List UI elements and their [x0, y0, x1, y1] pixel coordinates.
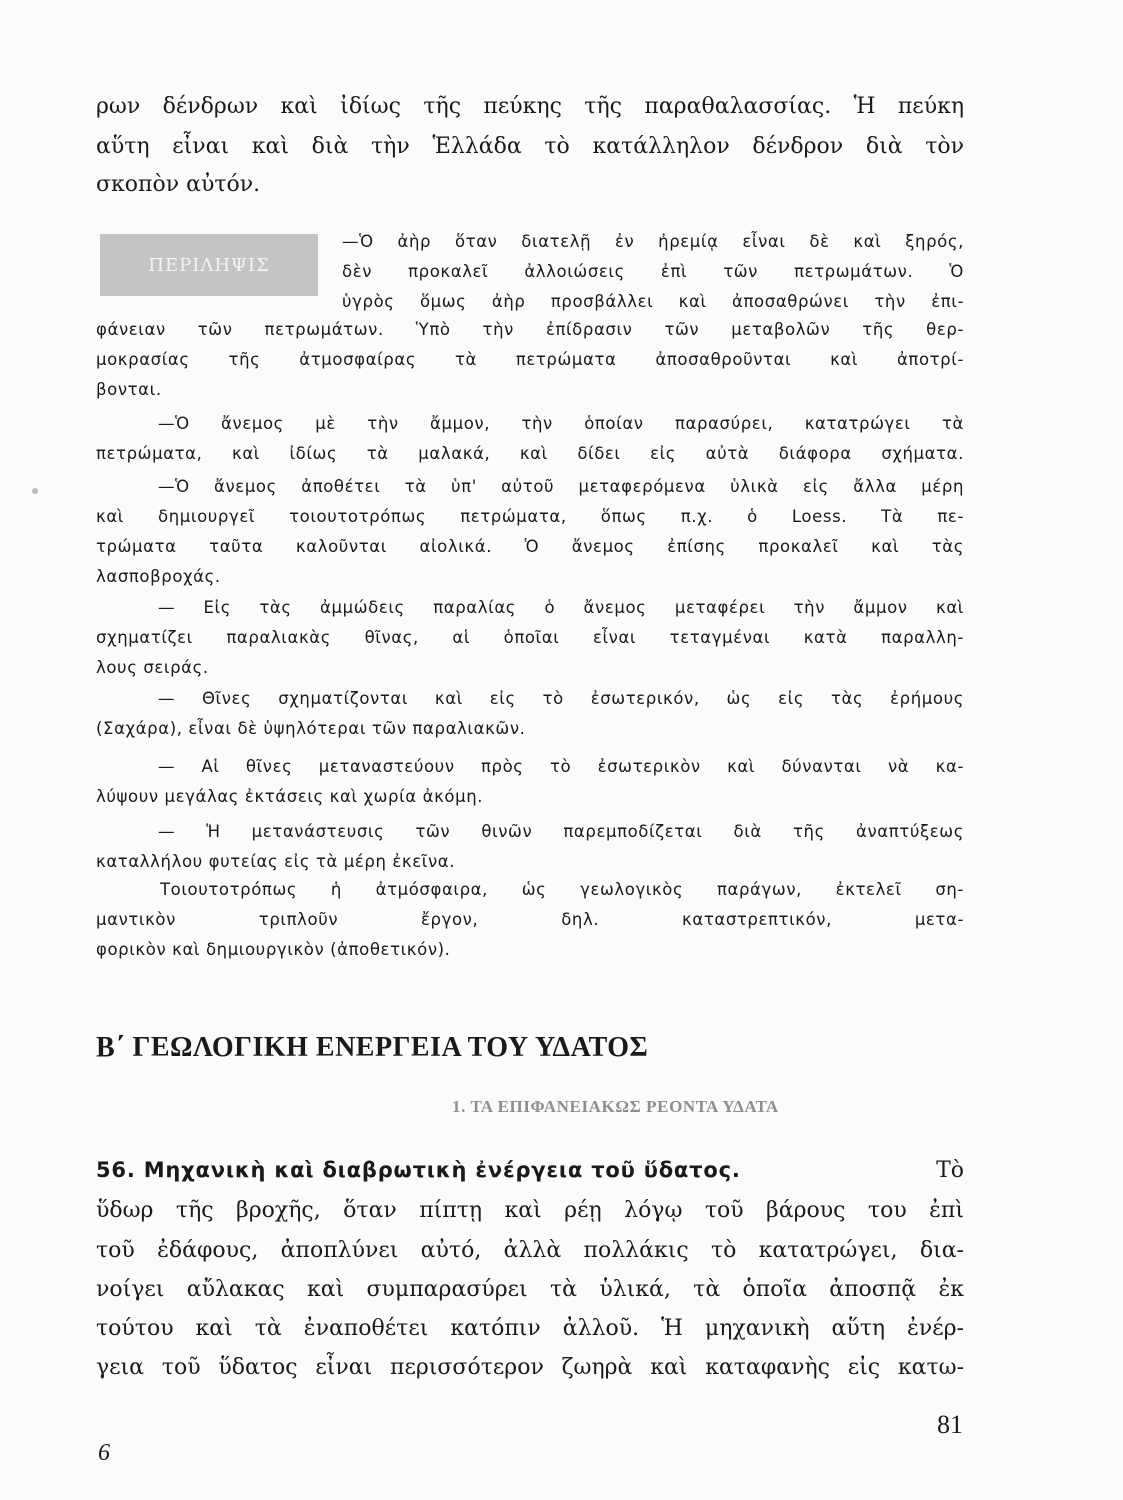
summary-body-line: Τοιουτοτρόπως ἡ ἀτμόσφαιρα, ὡς γεωλογικὸς παράγων, ἐκτελεῖ ση- [160, 880, 964, 899]
summary-body-line: φορικὸν καὶ δημιουργικὸν (ἀποθετικόν). [96, 940, 451, 959]
summary-body-line: βονται. [96, 380, 162, 399]
scan-speck [32, 488, 38, 494]
summary-line-1: —Ὁ ἀὴρ ὅταν διατελῇ ἐν ἠρεμίᾳ εἶναι δὲ καὶ ξηρός, [342, 232, 964, 251]
section-body-line: τούτου καὶ τὰ ἐναποθέτει κατόπιν ἀλλοῦ. Ἡ μηχανικὴ αὕτη ἐνέρ- [96, 1316, 964, 1341]
summary-body-line: — Αἱ θῖνες μεταναστεύουν πρὸς τὸ ἐσωτερικὸν καὶ δύνανται νὰ κα- [158, 757, 964, 776]
summary-body-line: —Ὁ ἄνεμος ἀποθέτει τὰ ὑπ' αὐτοῦ μεταφερόμενα ὑλικὰ εἰς ἄλλα μέρη [158, 477, 964, 496]
summary-body-line: καταλλήλου φυτείας εἰς τὰ μέρη ἐκεῖνα. [96, 852, 456, 871]
section-title: 56. Μηχανικὴ καὶ διαβρωτικὴ ἐνέργεια τοῦ ὕδατος. [96, 1158, 741, 1182]
section-body-line: νοίγει αὔλακας καὶ συμπαρασύρει τὰ ὑλικά, τὰ ὁποῖα ἀποσπᾷ ἐκ [96, 1277, 964, 1302]
summary-body-line: σχηματίζει παραλιακὰς θῖνας, αἱ ὁποῖαι εἶναι τεταγμέναι κατὰ παραλλη- [96, 628, 964, 647]
intro-line-1: ρων δένδρων καὶ ἰδίως τῆς πεύκης τῆς παραθαλασσίας. Ἡ πεύκη [96, 94, 964, 119]
section-body-line: ὕδωρ τῆς βροχῆς, ὅταν πίπτῃ καὶ ρέῃ λόγῳ τοῦ βάρους του ἐπὶ [96, 1198, 964, 1223]
summary-body-line: μοκρασίας τῆς ἀτμοσφαίρας τὰ πετρώματα ἀποσαθροῦνται καὶ ἀποτρί- [96, 350, 964, 369]
intro-line-2: αὕτη εἶναι καὶ διὰ τὴν Ἑλλάδα τὸ κατάλληλον δένδρον διὰ τὸν [96, 134, 964, 159]
summary-badge [100, 234, 318, 296]
chapter-heading: Β΄ ΓΕΩΛΟΓΙΚΗ ΕΝΕΡΓΕΙΑ ΤΟΥ ΥΔΑΤΟΣ [96, 1032, 649, 1063]
section-first-line [96, 1158, 964, 1183]
summary-badge-label: ΠΕΡΙΛΗΨΙΣ [148, 254, 270, 276]
section-first-line-tail: Τὸ [936, 1158, 964, 1183]
summary-body-line: τρώματα ταῦτα καλοῦνται αἰολικά. Ὁ ἄνεμος ἐπίσης προκαλεῖ καὶ τὰς [96, 537, 964, 556]
section-body-line: τοῦ ἐδάφους, ἀποπλύνει αὐτό, ἀλλὰ πολλάκις τὸ κατατρώγει, δια- [96, 1238, 964, 1263]
summary-body-line: καὶ δημιουργεῖ τοιουτοτρόπως πετρώματα, ὅπως π.χ. ὁ Loess. Τὰ πε- [96, 507, 964, 526]
signature-mark: 6 [98, 1440, 110, 1466]
summary-line-3: ὑγρὸς ὅμως ἀὴρ προσβάλλει καὶ ἀποσαθρώνει τὴν ἐπι- [342, 292, 964, 311]
summary-body-line: —Ὁ ἄνεμος μὲ τὴν ἄμμον, τὴν ὁποίαν παρασύρει, κατατρώγει τὰ [158, 414, 964, 433]
intro-line-3: σκοπὸν αὐτόν. [96, 172, 261, 197]
summary-body-line: μαντικὸν τριπλοῦν ἔργον, δηλ. καταστρεπτικόν, μετα- [96, 910, 964, 929]
section-body-line: γεια τοῦ ὕδατος εἶναι περισσότερον ζωηρὰ καὶ καταφανὴς εἰς κατω- [96, 1355, 964, 1380]
summary-body-line: — Εἰς τὰς ἀμμώδεις παραλίας ὁ ἄνεμος μεταφέρει τὴν ἄμμον καὶ [158, 598, 964, 617]
section-subheading: 1. ΤΑ ΕΠΙΦΑΝΕΙΑΚΩΣ ΡΕΟΝΤΑ ΥΔΑΤΑ [452, 1097, 779, 1116]
summary-body-line: — Θῖνες σχηματίζονται καὶ εἰς τὸ ἐσωτερικόν, ὡς εἰς τὰς ἐρήμους [158, 689, 964, 708]
summary-body-line: λύψουν μεγάλας ἐκτάσεις καὶ χωρία ἀκόμη. [96, 787, 484, 806]
summary-body-line: λασποβροχάς. [96, 567, 221, 586]
summary-body-line: φάνειαν τῶν πετρωμάτων. Ὑπὸ τὴν ἐπίδρασιν τῶν μεταβολῶν τῆς θερ- [96, 320, 964, 339]
summary-body-line: πετρώματα, καὶ ἰδίως τὰ μαλακά, καὶ δίδει εἰς αὐτὰ διάφορα σχήματα. [96, 444, 964, 463]
summary-body-line: (Σαχάρα), εἶναι δὲ ὑψηλότεραι τῶν παραλιακῶν. [96, 719, 526, 738]
summary-line-2: δὲν προκαλεῖ ἀλλοιώσεις ἐπὶ τῶν πετρωμάτων. Ὁ [342, 262, 964, 281]
summary-body-line: — Ἡ μετανάστευσις τῶν θινῶν παρεμποδίζεται διὰ τῆς ἀναπτύξεως [158, 822, 964, 841]
summary-body-line: λους σειράς. [96, 658, 209, 677]
page-number: 81 [937, 1410, 963, 1439]
